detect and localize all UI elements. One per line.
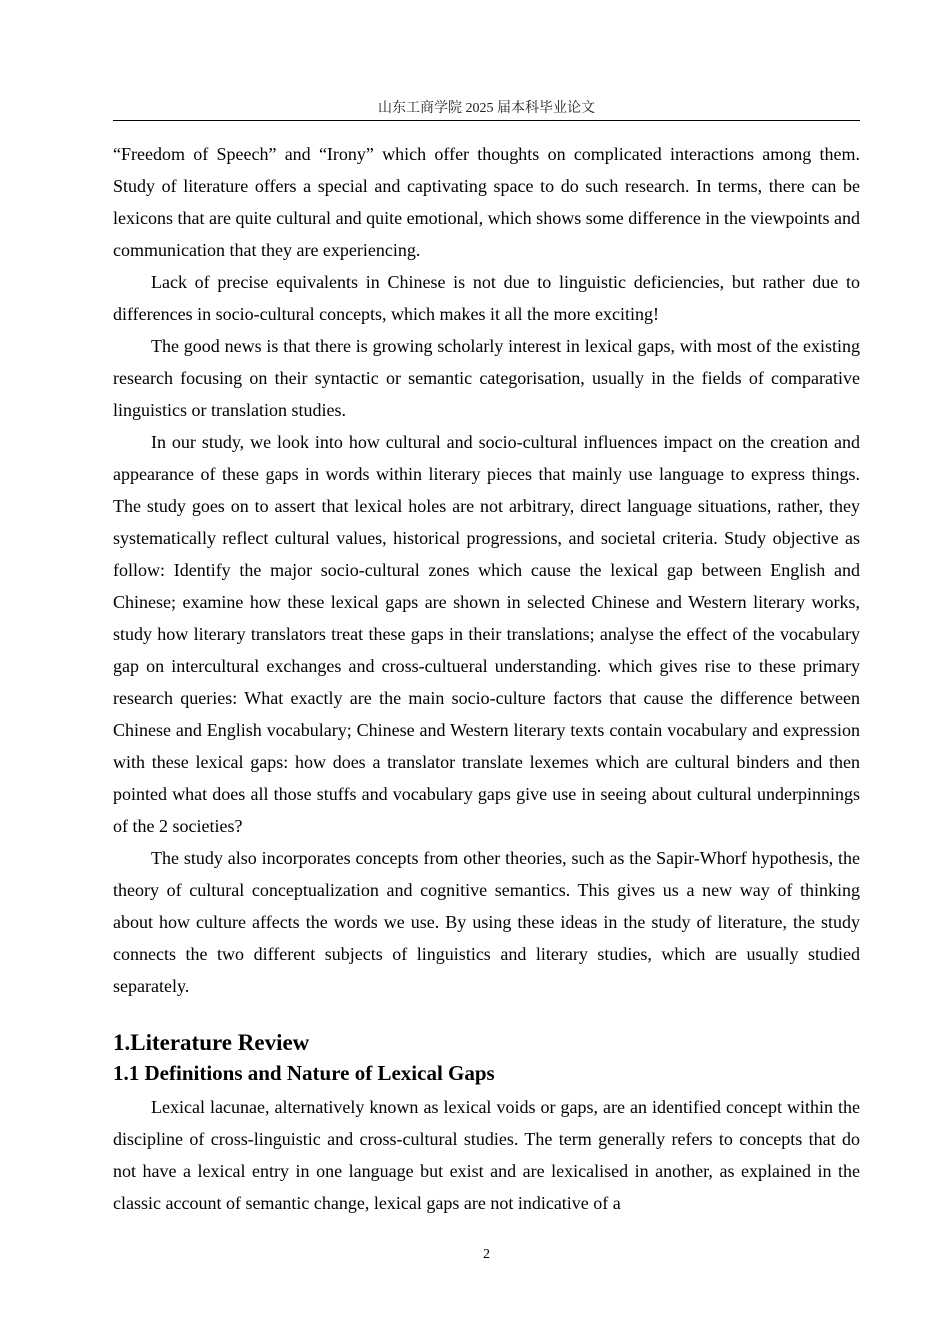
page-body — [113, 138, 860, 1219]
running-header: 山东工商学院 2025 届本科毕业论文 — [378, 101, 595, 116]
section-heading: 1.Literature Review — [113, 1030, 310, 1055]
subsection-heading: 1.1 Definitions and Nature of Lexical Gaps — [113, 1061, 495, 1085]
header-rule — [113, 120, 860, 121]
body-paragraph: In our study, we look into how cultural and socio-cultural influences impact on the creation and appearance of these gaps in words within literary pieces that mainly use language to express things. The study goes on to assert that lexical holes are not arbitrary, direct language situations, rather, they systematically reflect cultural values, historical progressions, and societal criteria. Study objective as follow: Identify the major socio-cultural zones which cause the lexical gap between English and Chinese; examine how these lexical gaps are shown in selected Chinese and Western literary works, study how literary translators treat these gaps in their translations; analyse the effect of the vocabulary gap on intercultural exchanges and cross-cultueral understanding. which gives rise to these primary research queries: What exactly are the main socio-culture factors that cause the difference between Chinese and English vocabulary; Chinese and Western literary texts contain vocabulary and expression with these lexical gaps: how does a translator translate lexemes which are cultural binders and then pointed what does all those stuffs and vocabulary gaps give use in seeing about cultural underpinnings of the 2 societies? — [113, 432, 860, 836]
body-paragraph-continued: “Freedom of Speech” and “Irony” which offer thoughts on complicated interactions among them. Study of literature offers a special and captivating space to do such research. In terms, there can be lexicons that are quite cultural and quite emotional, which shows some difference in the viewpoints and communication that they are experiencing. — [113, 144, 860, 260]
body-paragraph: The study also incorporates concepts from other theories, such as the Sapir-Whorf hypothesis, the theory of cultural conceptualization and cognitive semantics. This gives us a new way of thinking about how culture affects the words we use. By using these ideas in the study of literature, the study connects the two different subjects of linguistics and literary studies, which are usually studied separately. — [113, 848, 860, 996]
body-paragraph: Lack of precise equivalents in Chinese is not due to linguistic deficiencies, but rather due to differences in socio-cultural concepts, which makes it all the more exciting! — [113, 272, 860, 324]
body-paragraph: The good news is that there is growing scholarly interest in lexical gaps, with most of the existing research focusing on their syntactic or semantic categorisation, usually in the fields of comparative linguistics or translation studies. — [113, 336, 860, 420]
body-paragraph: Lexical lacunae, alternatively known as lexical voids or gaps, are an identified concept within the discipline of cross-linguistic and cross-cultural studies. The term generally refers to concepts that do not have a lexical entry in one language but exist and are lexicalised in another, as explained in the classic account of semantic change, lexical gaps are not indicative of a — [113, 1097, 860, 1213]
page-number: 2 — [483, 1247, 490, 1262]
